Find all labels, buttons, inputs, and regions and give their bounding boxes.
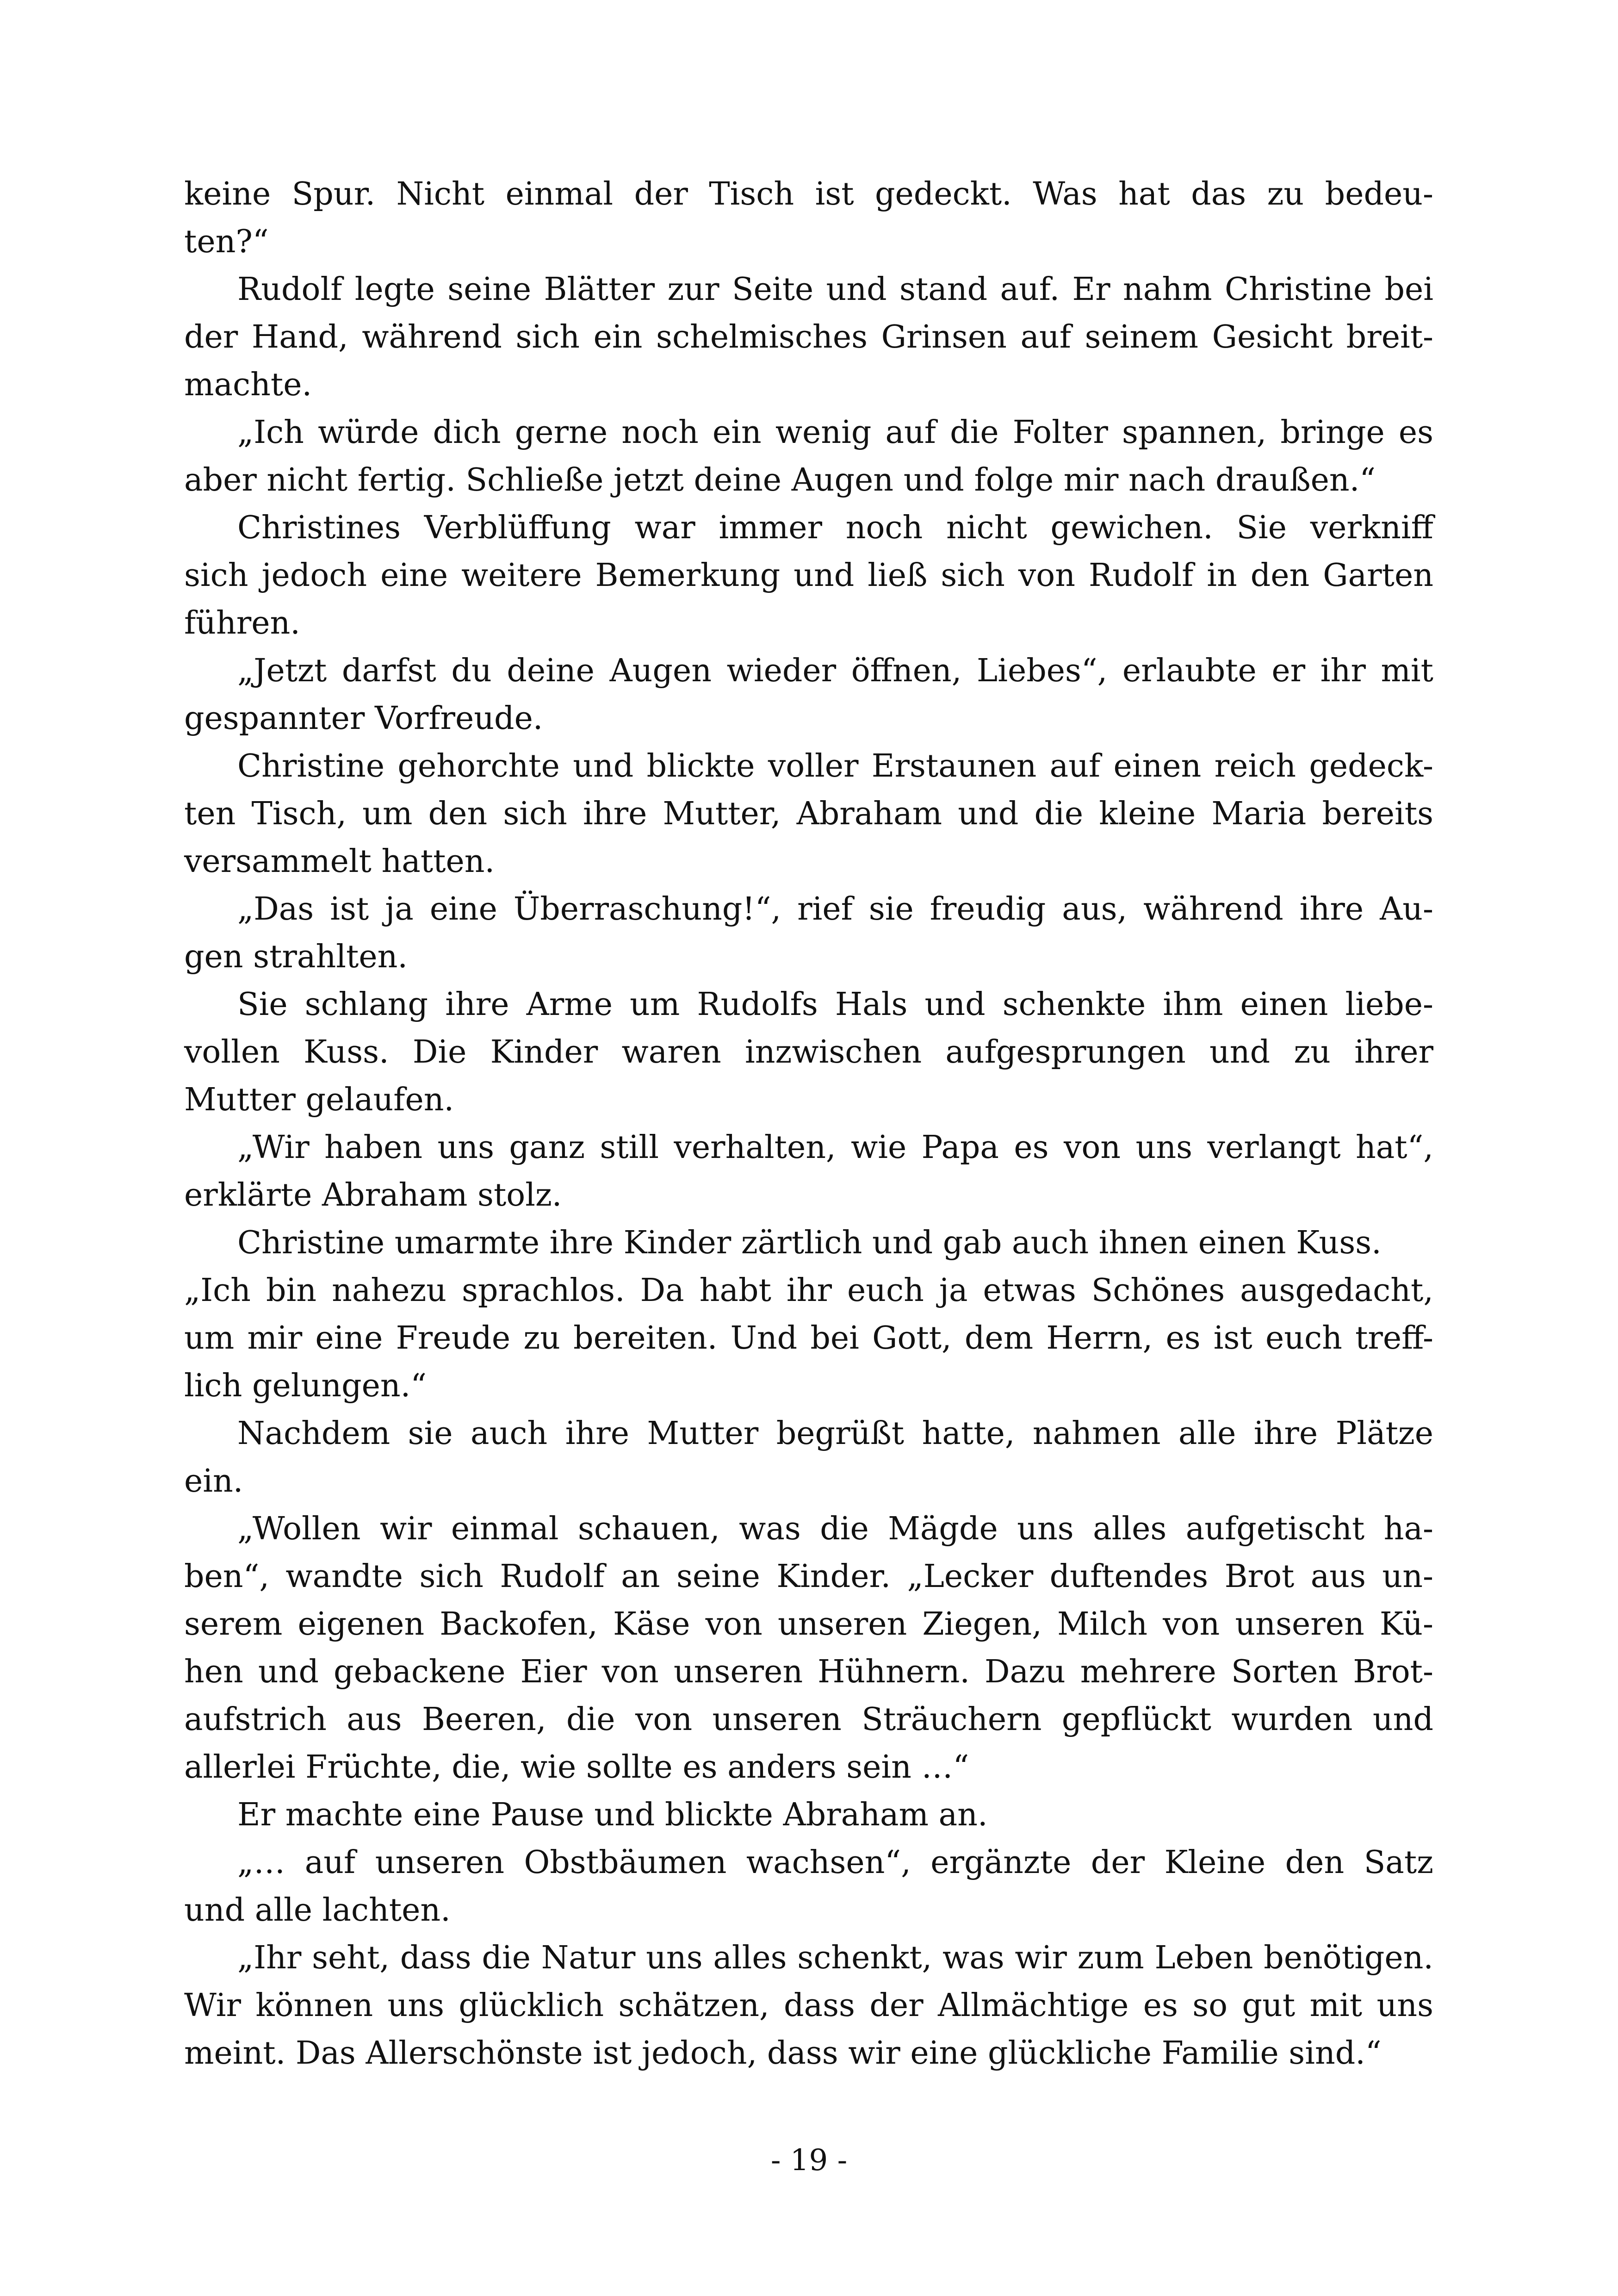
paragraph bbox=[184, 1934, 1433, 2077]
paragraph bbox=[184, 504, 1433, 647]
text-line: Rudolf legte seine Blätter zur Seite und stand auf. Er nahm Christine bei bbox=[237, 271, 1433, 308]
text-line: Christines Verblüffung war immer noch nicht gewichen. Sie verkniff bbox=[237, 510, 1433, 546]
page-number: - 19 - bbox=[770, 2143, 848, 2178]
text-line: versammelt hatten. bbox=[184, 843, 495, 880]
text-line: ten Tisch, um den sich ihre Mutter, Abraham und die kleine Maria bereits bbox=[184, 796, 1433, 832]
text-line: meint. Das Allerschönste ist jedoch, dass wir eine glückliche Familie sind.“ bbox=[184, 2035, 1382, 2072]
text-line: gespannter Vorfreude. bbox=[184, 700, 543, 737]
text-line: allerlei Früchte, die, wie sollte es anders sein …“ bbox=[184, 1749, 969, 1786]
paragraph bbox=[184, 1505, 1433, 1791]
paragraph bbox=[184, 1219, 1433, 1267]
text-line: „Ihr seht, dass die Natur uns alles schenkt, was wir zum Leben benötigen. bbox=[237, 1940, 1433, 1976]
text-line: „… auf unseren Obstbäumen wachsen“, ergänzte der Kleine den Satz bbox=[237, 1844, 1433, 1881]
text-line: ein. bbox=[184, 1463, 243, 1500]
text-line: hen und gebackene Eier von unseren Hühnern. Dazu mehrere Sorten Brot- bbox=[184, 1654, 1433, 1690]
body-text bbox=[184, 170, 1433, 2077]
text-line: führen. bbox=[184, 605, 300, 641]
paragraph bbox=[184, 1124, 1433, 1219]
paragraph bbox=[184, 647, 1433, 742]
text-line: serem eigenen Backofen, Käse von unseren Ziegen, Milch von unseren Kü- bbox=[184, 1606, 1433, 1643]
text-line: keine Spur. Nicht einmal der Tisch ist gedeckt. Was hat das zu bedeu- bbox=[184, 176, 1433, 212]
text-line: Christine gehorchte und blickte voller Erstaunen auf einen reich gedeck- bbox=[237, 748, 1433, 784]
text-line: Wir können uns glücklich schätzen, dass der Allmächtige es so gut mit uns bbox=[184, 1987, 1433, 2024]
paragraph bbox=[184, 1791, 1433, 1839]
text-line: „Das ist ja eine Überraschung!“, rief sie freudig aus, während ihre Au- bbox=[237, 891, 1433, 927]
text-line: und alle lachten. bbox=[184, 1892, 451, 1929]
text-line: gen strahlten. bbox=[184, 939, 408, 975]
text-line: erklärte Abraham stolz. bbox=[184, 1177, 562, 1213]
paragraph bbox=[184, 409, 1433, 504]
text-line: „Wollen wir einmal schauen, was die Mägde uns alles aufgetischt ha- bbox=[237, 1511, 1433, 1547]
text-line: „Jetzt darfst du deine Augen wieder öffnen, Liebes“, erlaubte er ihr mit bbox=[237, 653, 1433, 689]
text-line: vollen Kuss. Die Kinder waren inzwischen aufgesprungen und zu ihrer bbox=[184, 1034, 1433, 1070]
paragraph bbox=[184, 170, 1433, 266]
paragraph bbox=[184, 885, 1433, 981]
text-line: Er machte eine Pause und blickte Abraham an. bbox=[237, 1797, 988, 1833]
text-line: ten?“ bbox=[184, 224, 269, 260]
paragraph bbox=[184, 981, 1433, 1124]
text-line: Christine umarmte ihre Kinder zärtlich und gab auch ihnen einen Kuss. bbox=[237, 1225, 1382, 1261]
text-line: Mutter gelaufen. bbox=[184, 1082, 454, 1118]
paragraph bbox=[184, 742, 1433, 885]
text-line: ben“, wandte sich Rudolf an seine Kinder. „Lecker duftendes Brot aus un- bbox=[184, 1558, 1433, 1595]
paragraph bbox=[184, 1410, 1433, 1505]
text-line: aber nicht fertig. Schließe jetzt deine Augen und folge mir nach draußen.“ bbox=[184, 462, 1376, 498]
text-line: Nachdem sie auch ihre Mutter begrüßt hatte, nahmen alle ihre Plätze bbox=[237, 1415, 1433, 1452]
text-line: um mir eine Freude zu bereiten. Und bei Gott, dem Herrn, es ist euch treff- bbox=[184, 1320, 1433, 1356]
text-line: „Ich würde dich gerne noch ein wenig auf die Folter spannen, bringe es bbox=[237, 414, 1433, 451]
text-line: „Wir haben uns ganz still verhalten, wie Papa es von uns verlangt hat“, bbox=[237, 1129, 1433, 1166]
text-line: Sie schlang ihre Arme um Rudolfs Hals und schenkte ihm einen liebe- bbox=[237, 986, 1433, 1023]
paragraph bbox=[184, 1839, 1433, 1934]
text-line: „Ich bin nahezu sprachlos. Da habt ihr euch ja etwas Schönes ausgedacht, bbox=[184, 1272, 1433, 1309]
paragraph bbox=[184, 266, 1433, 409]
paragraph bbox=[184, 1267, 1433, 1410]
text-line: aufstrich aus Beeren, die von unseren Sträuchern gepflückt wurden und bbox=[184, 1701, 1433, 1738]
text-line: der Hand, während sich ein schelmisches Grinsen auf seinem Gesicht breit- bbox=[184, 319, 1433, 355]
text-line: sich jedoch eine weitere Bemerkung und ließ sich von Rudolf in den Garten bbox=[184, 557, 1433, 594]
text-line: machte. bbox=[184, 367, 312, 403]
text-line: lich gelungen.“ bbox=[184, 1368, 427, 1404]
